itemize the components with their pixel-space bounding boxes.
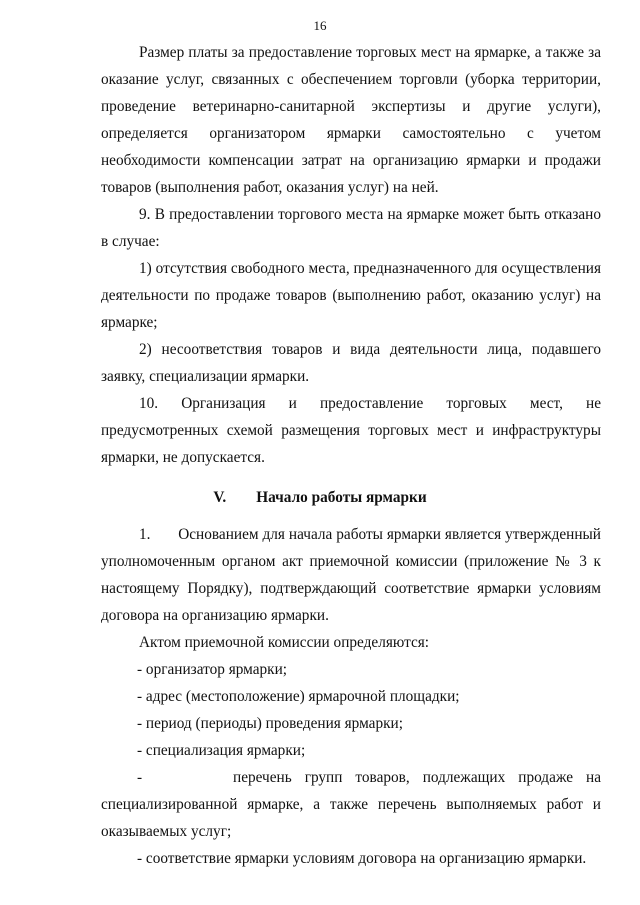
section-number: V. — [213, 489, 227, 506]
paragraph-item-9-2: 2) несоответствия товаров и вида деятельности лица, подавшего заявку, специализации ярмарки. — [101, 341, 601, 385]
section-title: Начало работы ярмарки — [256, 489, 427, 506]
list-item: - соответствие ярмарки условиям договора на организацию ярмарки. — [137, 850, 587, 867]
list-item: - период (периоды) проведения ярмарки; — [137, 715, 403, 732]
body-text-section — [101, 521, 601, 872]
list-item: - специализация ярмарки; — [137, 742, 306, 759]
page-number: 16 — [313, 18, 327, 33]
paragraph-section-1: 1. Основанием для начала работы ярмарки является утвержденный уполномоченным органом акт приемочной комиссии (приложение № 3 к настоящему Порядку), подтверждающий соответствие ярмарки условиям договора на организацию ярмарки. — [101, 526, 601, 624]
list-item: - организатор ярмарки; — [137, 661, 288, 678]
paragraph-act-defines: Актом приемочной комиссии определяются: — [139, 634, 430, 651]
paragraph-item-9: 9. В предоставлении торгового места на ярмарке может быть отказано в случае: — [101, 206, 601, 250]
list-item: - адрес (местоположение) ярмарочной площадки; — [137, 688, 460, 705]
list-item: - перечень групп товаров, подлежащих продаже на специализированной ярмарке, а также перечень выполняемых работ и оказываемых услуг; — [101, 769, 601, 840]
paragraph-item-10: 10. Организация и предоставление торговых мест, не предусмотренных схемой размещения торговых мест и инфраструктуры ярмарки, не допускается. — [101, 395, 601, 466]
paragraph-fee: Размер платы за предоставление торговых мест на ярмарке, а также за оказание услуг, связанных с обеспечением торговли (уборка территории, проведение ветеринарно-санитарной экспертизы и другие услуги), определяется организатором ярмарки самостоятельно с учетом необходимости компенсации затрат на организацию ярмарки и продажи товаров (выполнения работ, оказания услуг) на ней. — [101, 44, 601, 196]
section-heading — [0, 484, 640, 511]
body-text-top — [101, 39, 601, 471]
paragraph-item-9-1: 1) отсутствия свободного места, предназначенного для осуществления деятельности по продаже товаров (выполнению работ, оказанию услуг) на ярмарке; — [101, 260, 601, 331]
